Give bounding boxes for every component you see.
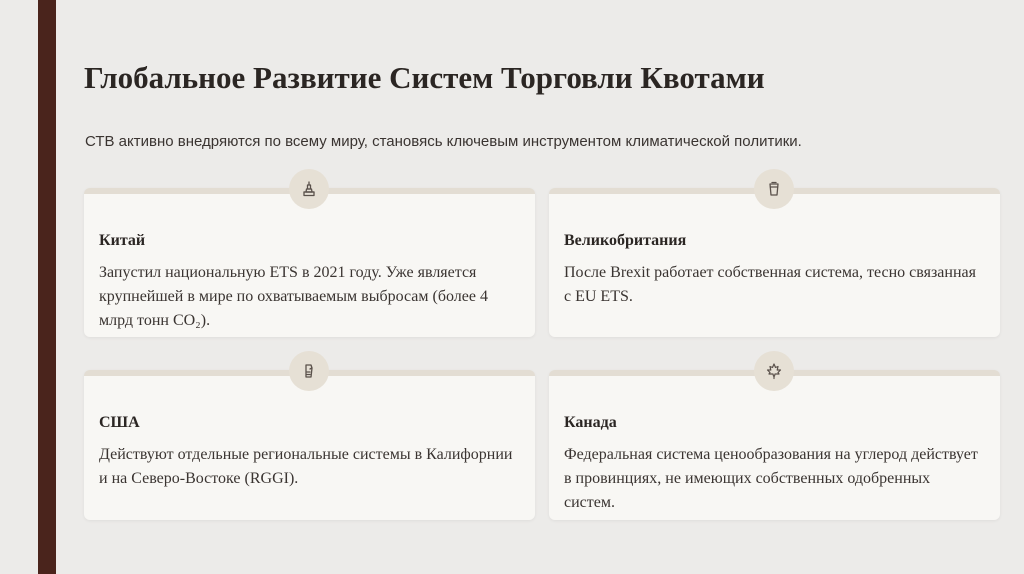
card-uk bbox=[549, 188, 1000, 337]
monument-icon bbox=[300, 180, 318, 198]
card-uk-text: После Brexit работает собственная система, тесно связанная с EU ETS. bbox=[564, 264, 976, 305]
card-usa bbox=[84, 370, 535, 520]
card-usa-badge bbox=[289, 351, 329, 391]
card-canada-title: Канада bbox=[564, 414, 617, 431]
cup-icon bbox=[765, 180, 783, 198]
card-usa-title: США bbox=[99, 414, 140, 431]
left-accent-bar bbox=[38, 0, 56, 574]
card-uk-badge bbox=[754, 169, 794, 209]
statue-icon bbox=[300, 362, 318, 380]
card-uk-title: Великобритания bbox=[564, 232, 687, 249]
slide-title: Глобальное Развитие Систем Торговли Квотами bbox=[84, 60, 765, 95]
card-china-text: Запустил национальную ETS в 2021 году. Уже является крупнейшей в мире по охватываемым выбросам (более 4 млрд тонн CO₂). bbox=[99, 264, 488, 329]
card-canada-text: Федеральная система ценообразования на углерод действует в провинциях, не имеющих собственных одобренных систем. bbox=[564, 446, 978, 511]
slide-subtitle: СТВ активно внедряются по всему миру, становясь ключевым инструментом климатической политики. bbox=[85, 133, 802, 150]
card-usa-text: Действуют отдельные региональные системы в Калифорнии и на Северо-Востоке (RGGI). bbox=[99, 446, 513, 487]
card-canada-badge bbox=[754, 351, 794, 391]
card-china-badge bbox=[289, 169, 329, 209]
card-china-title: Китай bbox=[99, 232, 146, 249]
card-canada bbox=[549, 370, 1000, 520]
maple-leaf-icon bbox=[765, 362, 783, 380]
card-china bbox=[84, 188, 535, 337]
